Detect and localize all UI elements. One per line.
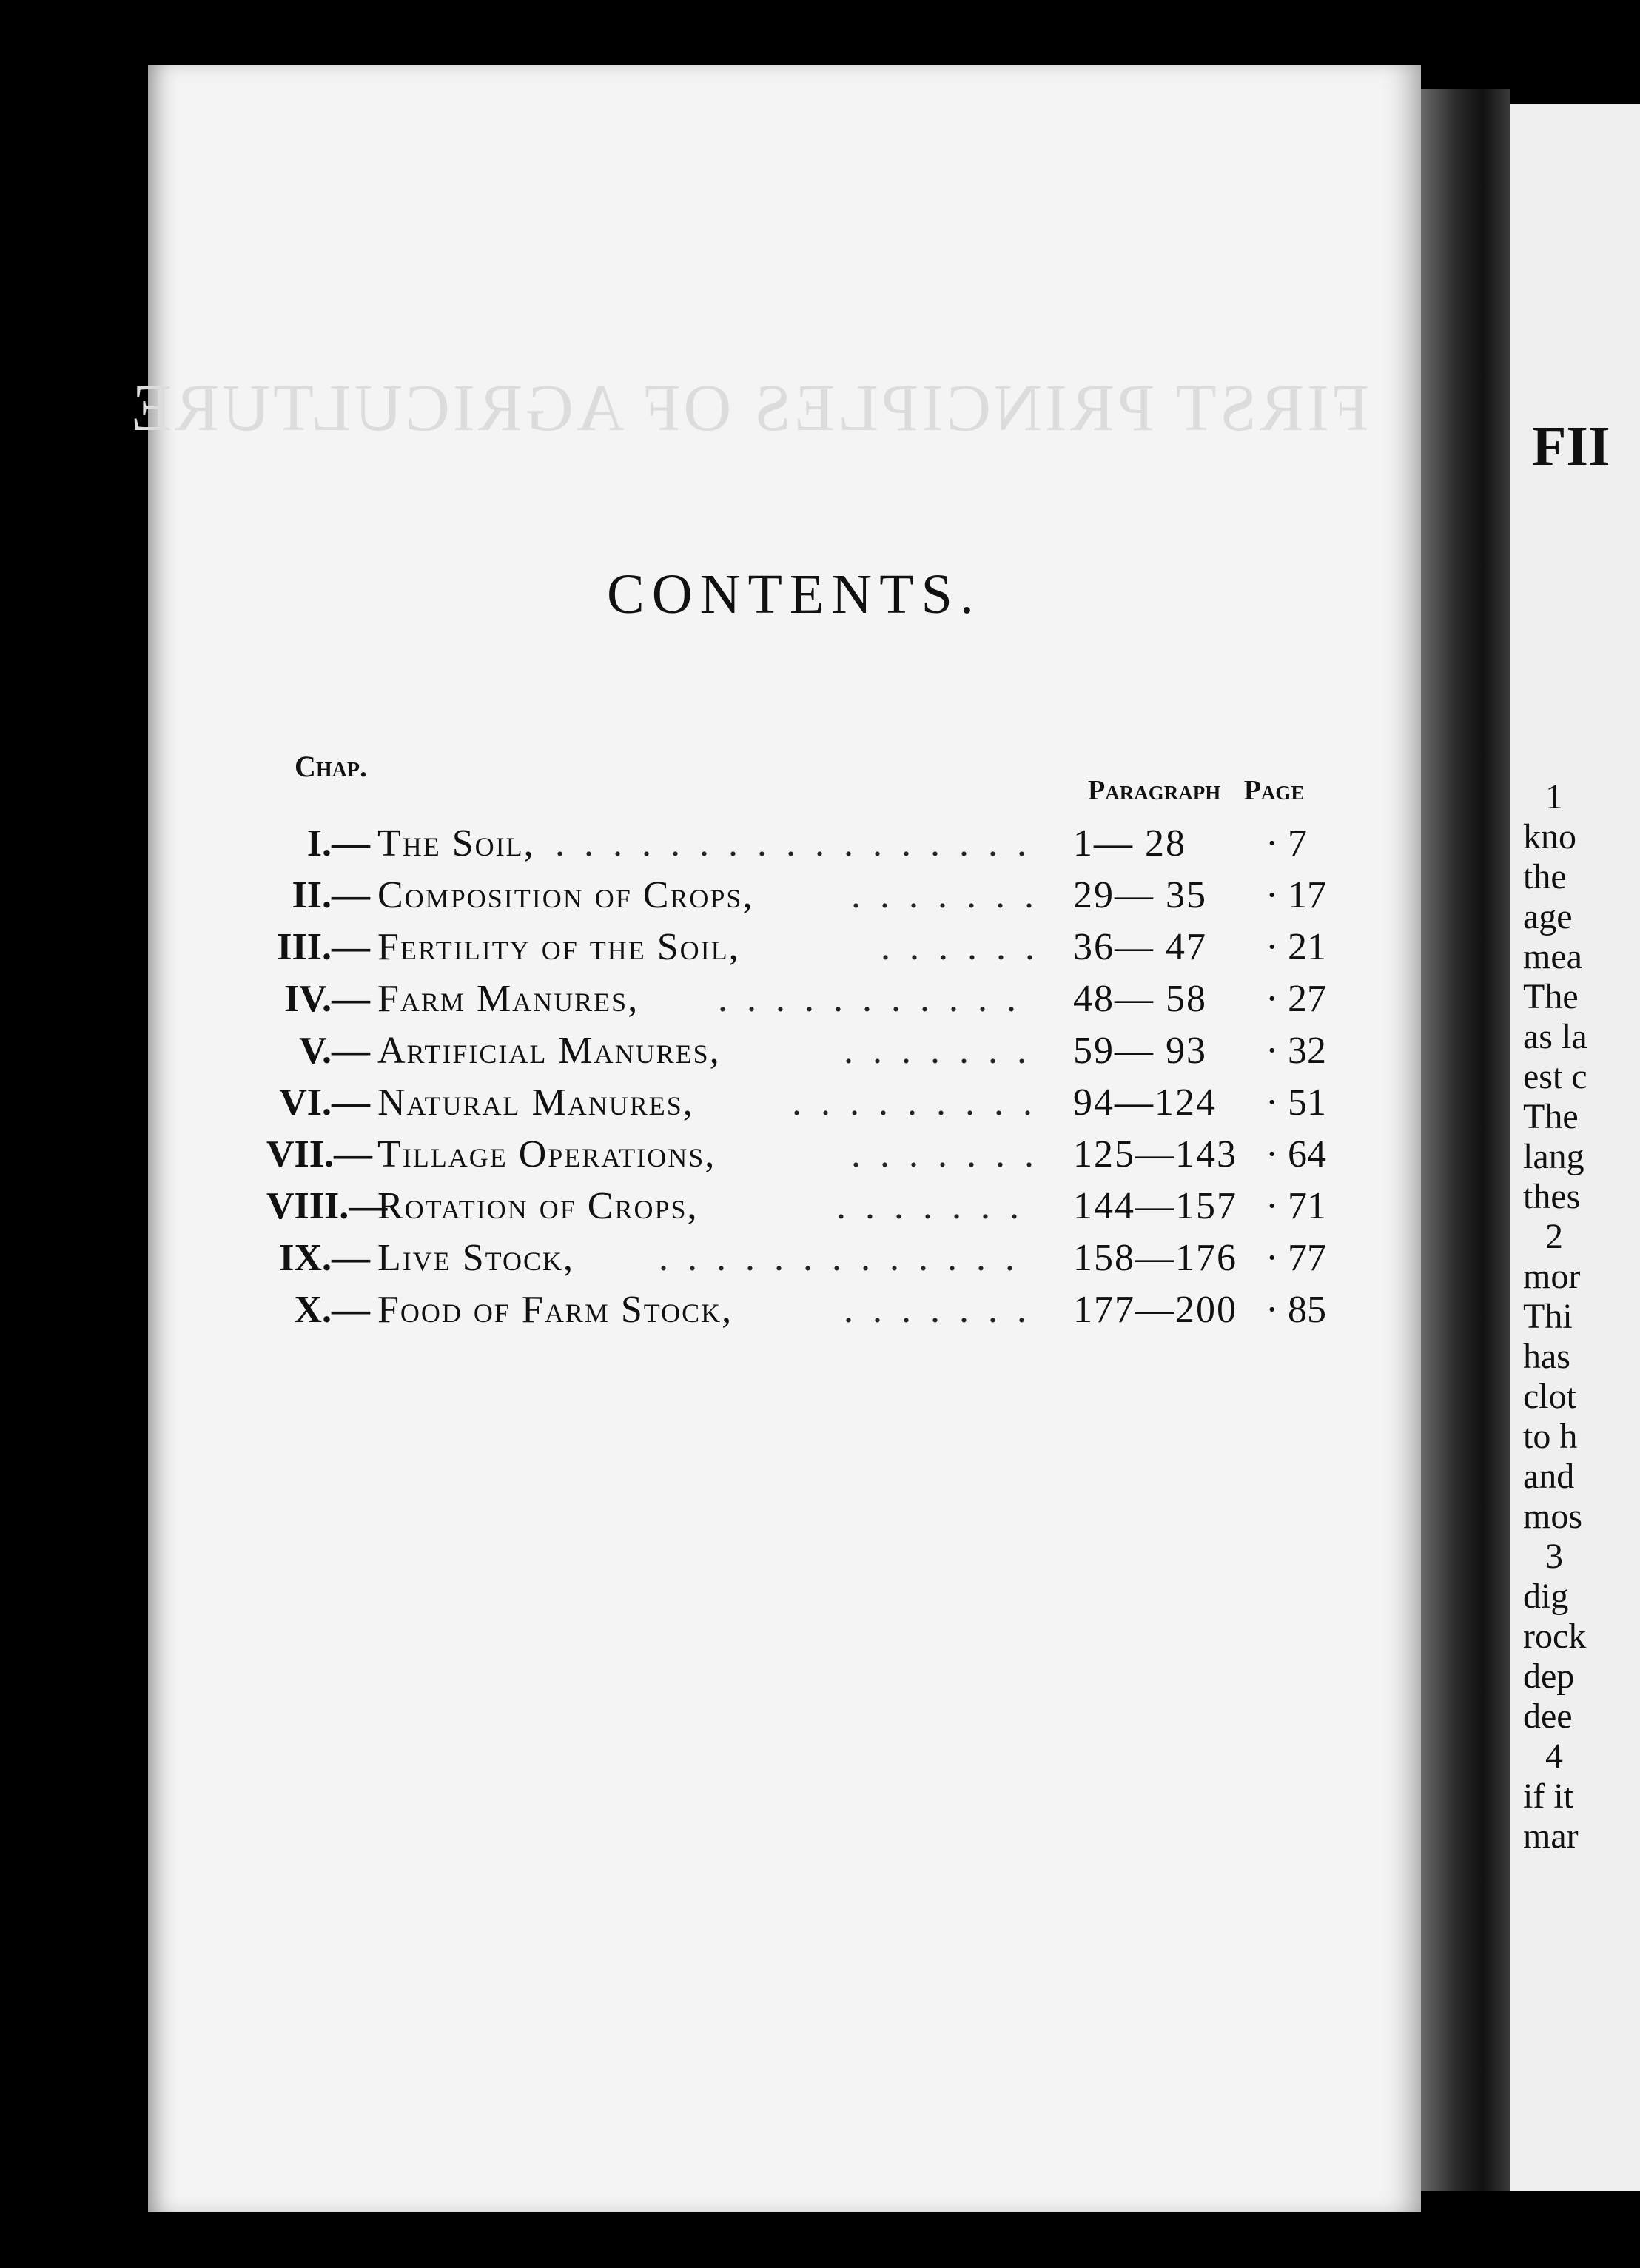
right-page-line: age [1523,897,1573,936]
page-number: 85 [1288,1289,1326,1331]
right-page-line: dig [1523,1577,1569,1616]
separator-dot: · [1266,926,1279,968]
right-page-text [1523,422,1640,1856]
chapter-title: Artificial Manures, [377,1030,721,1072]
right-page-heading-fragment: FII [1532,415,1610,477]
dot-leader: ....... [851,1133,1053,1175]
dot-leader: ....... [836,1185,1038,1227]
toc-entry[interactable] [266,1029,1362,1081]
paragraph-range: 125—143 [1073,1133,1237,1175]
paragraph-range: 1— 28 [1073,822,1186,865]
right-page-line: thes [1523,1177,1581,1216]
chapter-number: VII.— [266,1133,373,1175]
right-page-line: 3 [1545,1537,1563,1576]
chapter-title: Tillage Operations, [377,1133,716,1175]
dot-leader: ............. [659,1237,1034,1279]
chapter-number: II.— [292,874,370,916]
right-page-line: the [1523,857,1567,896]
separator-dot: · [1266,1081,1279,1124]
paragraph-range: 94—124 [1073,1081,1217,1124]
right-page-line: dep [1523,1657,1575,1696]
dot-leader: ....... [844,1289,1046,1331]
toc-entry[interactable] [266,1081,1362,1133]
paragraph-range: 48— 58 [1073,978,1207,1020]
dot-leader: ...... [881,926,1054,968]
page-number: 7 [1288,822,1307,865]
right-page-line: 2 [1545,1217,1563,1256]
bleed-through-title: FIRST PRINCIPLES OF AGRICULTURE [128,372,1369,445]
right-page-line: has [1523,1337,1570,1376]
right-page-line: The [1523,1097,1579,1136]
right-page-line: mor [1523,1257,1581,1296]
toc-entry[interactable] [266,1184,1362,1236]
chapter-number: III.— [277,926,370,968]
page-number: 51 [1288,1081,1326,1124]
right-page-line: and [1523,1457,1575,1496]
right-page-line: mea [1523,937,1582,976]
page-number: 27 [1288,978,1326,1020]
chapter-title: Rotation of Crops, [377,1185,699,1227]
right-page-line: mos [1523,1497,1583,1536]
dot-leader: ....... [844,1030,1046,1072]
separator-dot: · [1266,1133,1279,1175]
toc-entry[interactable] [266,925,1362,977]
paragraph-range: 144—157 [1073,1185,1237,1227]
toc-entry[interactable] [266,1133,1362,1184]
right-page-line: dee [1523,1697,1573,1736]
right-page-line: est c [1523,1057,1587,1096]
separator-dot: · [1266,1237,1279,1279]
chapter-title: Composition of Crops, [377,874,754,916]
separator-dot: · [1266,978,1279,1020]
dot-leader: ................. [555,822,1046,865]
paragraph-range: 158—176 [1073,1237,1237,1279]
contents-heading: CONTENTS. [607,563,981,625]
toc-entry[interactable] [266,1236,1362,1288]
chapter-number: V.— [299,1030,370,1072]
dot-leader: ........... [718,978,1035,1020]
chapter-title: Fertility of the Soil, [377,926,740,968]
page-number: 77 [1288,1237,1326,1279]
chap-column-label: Chap. [295,750,367,783]
right-page-line: mar [1523,1816,1579,1856]
chapter-number: X.— [294,1289,370,1331]
page-number: 64 [1288,1133,1326,1175]
page-number: 32 [1288,1030,1326,1072]
page-number: 71 [1288,1185,1326,1227]
page-number: 21 [1288,926,1326,968]
right-page-line: clot [1523,1377,1576,1416]
separator-dot: · [1266,874,1279,916]
right-page-line: 4 [1545,1737,1563,1776]
toc-entry[interactable] [266,977,1362,1029]
toc-entry[interactable] [266,822,1362,873]
chapter-number: VI.— [279,1081,370,1124]
right-page-line: rock [1523,1617,1587,1656]
chapter-title: Live Stock, [377,1237,575,1279]
separator-dot: · [1266,1030,1279,1072]
paragraph-range: 36— 47 [1073,926,1207,968]
dot-leader: ......... [792,1081,1052,1124]
chapter-number: I.— [306,822,370,865]
column-headers [1088,774,1320,807]
right-page-line: The [1523,977,1579,1016]
chapter-title: The Soil, [377,822,535,865]
right-page-line: lang [1523,1137,1584,1176]
chapter-number: IX.— [279,1237,370,1279]
chapter-title: Food of Farm Stock, [377,1289,733,1331]
page-column-header: Page [1243,775,1305,806]
paragraph-range: 59— 93 [1073,1030,1207,1072]
chapter-title: Farm Manures, [377,978,639,1020]
right-page-line: to h [1523,1417,1578,1456]
right-page-line: kno [1523,817,1576,856]
toc-entry[interactable] [266,873,1362,925]
dot-leader: ....... [851,874,1053,916]
paragraph-range: 177—200 [1073,1289,1237,1331]
separator-dot: · [1266,1289,1279,1331]
toc-entry[interactable] [266,1288,1362,1340]
right-page-line: if it [1523,1777,1573,1816]
chapter-title: Natural Manures, [377,1081,694,1124]
book-gutter [1421,89,1510,2191]
right-page-line: Thi [1523,1297,1573,1336]
chapter-number: VIII.— [266,1185,388,1227]
chapter-number: IV.— [283,978,370,1020]
paragraph-range: 29— 35 [1073,874,1207,916]
page-number: 17 [1288,874,1326,916]
separator-dot: · [1266,1185,1279,1227]
paragraph-column-header: Paragraph [1088,775,1221,806]
separator-dot: · [1266,822,1279,865]
right-page-line: as la [1523,1017,1587,1056]
right-page-line: 1 [1545,777,1563,816]
